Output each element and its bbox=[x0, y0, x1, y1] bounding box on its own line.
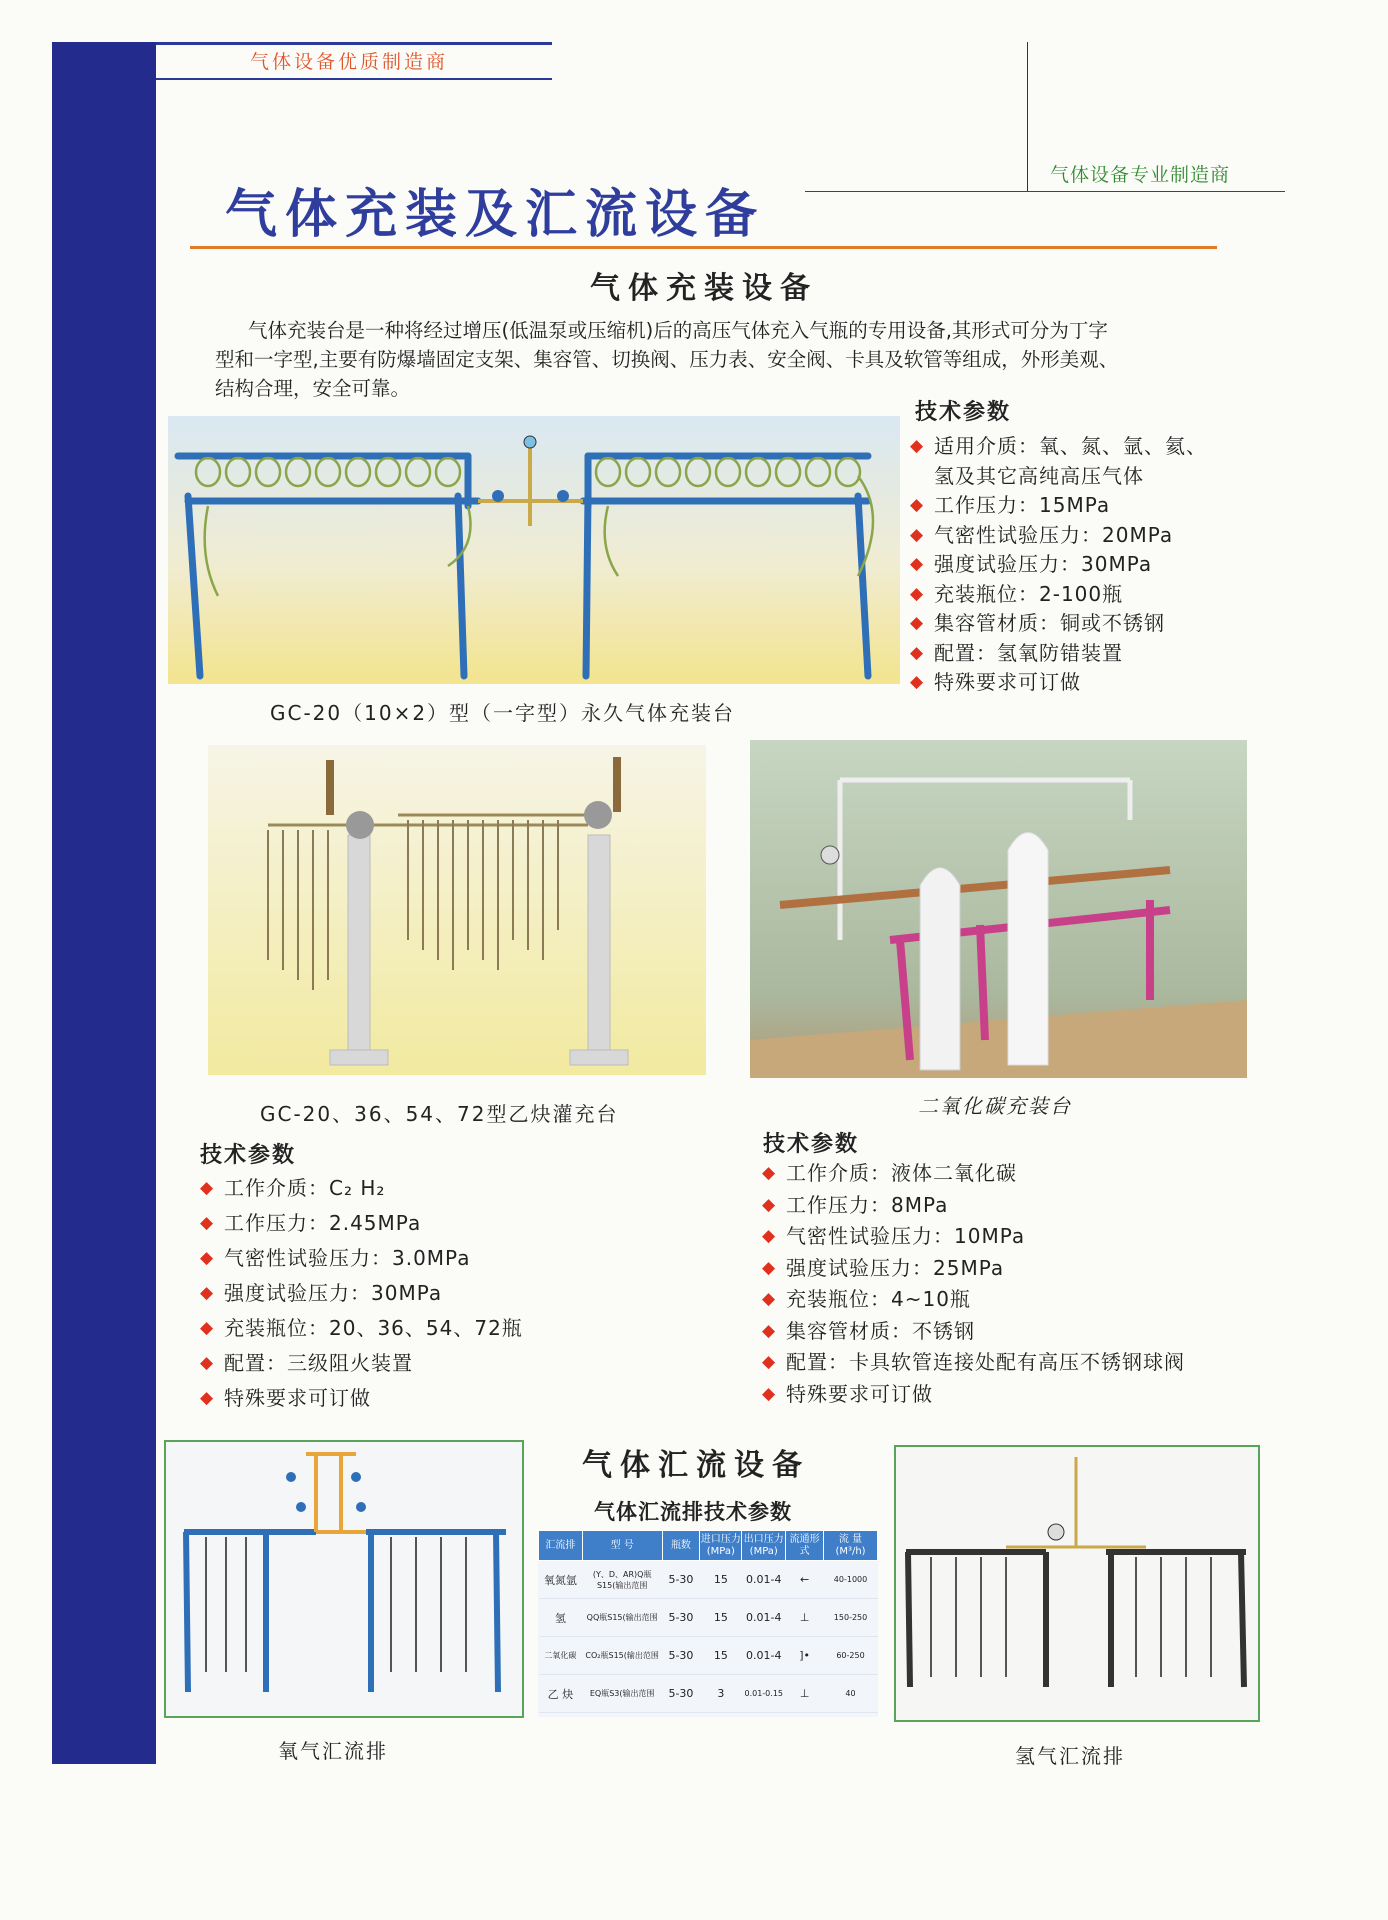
table-row bbox=[539, 1599, 878, 1637]
spec-item: ◆ 充装瓶位：2-100瓶 bbox=[910, 580, 1250, 610]
table-cell: 15 bbox=[700, 1637, 742, 1675]
spec-list-co2 bbox=[762, 1158, 1282, 1410]
column-header: 流 量(M³/h) bbox=[824, 1531, 878, 1561]
table-cell: 氢 bbox=[539, 1599, 583, 1637]
photo-oxygen-manifold bbox=[164, 1440, 524, 1718]
table-cell: CO₂瓶S15(输出范围 bbox=[582, 1637, 662, 1675]
table-cell: 40 bbox=[824, 1675, 878, 1713]
table-cell: 40-1000 bbox=[824, 1561, 878, 1599]
table-cell: 5-30 bbox=[662, 1561, 700, 1599]
column-header: 流通形式 bbox=[786, 1531, 824, 1561]
photo-acetylene-station bbox=[208, 745, 706, 1075]
manifold-spec-table bbox=[538, 1530, 878, 1717]
page-title: 气体充装及汇流设备 bbox=[225, 184, 766, 245]
top-tag-rule-top bbox=[156, 42, 552, 45]
table-cell: EQ瓶S3(输出范围 bbox=[582, 1675, 662, 1713]
table-header-row bbox=[539, 1531, 878, 1561]
table-cell: 15 bbox=[700, 1599, 742, 1637]
spec-item: ◆ 气密性试验压力：10MPa bbox=[762, 1221, 1282, 1253]
table-cell: 5-30 bbox=[662, 1599, 700, 1637]
table-cell: 60-250 bbox=[824, 1637, 878, 1675]
spec-item: ◆ 强度试验压力：30MPa bbox=[910, 550, 1250, 580]
photo-hydrogen-manifold bbox=[894, 1445, 1260, 1722]
column-header: 型 号 bbox=[582, 1531, 662, 1561]
flow-form-icon: ← bbox=[786, 1561, 824, 1599]
table-cell: 0.01-4 bbox=[742, 1599, 786, 1637]
table-cell: 乙 炔 bbox=[539, 1675, 583, 1713]
spec-item: ◆ 工作压力：2.45MPa bbox=[200, 1206, 620, 1241]
spec-heading-co2: 技术参数 bbox=[763, 1132, 860, 1157]
table-cell: 15 bbox=[700, 1561, 742, 1599]
spec-heading-filling: 技术参数 bbox=[915, 400, 1012, 425]
top-left-tagline: 气体设备优质制造商 bbox=[250, 51, 449, 73]
flow-form-icon: ⊥ bbox=[786, 1599, 824, 1637]
table-row bbox=[539, 1561, 878, 1599]
caption-co2: 二氧化碳充装台 bbox=[918, 1094, 1072, 1118]
right-horizontal-rule bbox=[805, 191, 1285, 192]
spec-list-acetylene bbox=[200, 1171, 620, 1416]
table-cell: 5-30 bbox=[662, 1637, 700, 1675]
column-header: 汇流排 bbox=[539, 1531, 583, 1561]
top-right-tagline: 气体设备专业制造商 bbox=[1050, 164, 1231, 186]
spec-item: ◆ 强度试验压力：30MPa bbox=[200, 1276, 620, 1311]
section-title-manifold: 气体汇流设备 bbox=[582, 1448, 810, 1483]
table-cell: 二氧化碳 bbox=[539, 1637, 583, 1675]
column-header: 进口压力(MPa) bbox=[700, 1531, 742, 1561]
photo-co2-station bbox=[750, 740, 1247, 1078]
table-row bbox=[539, 1637, 878, 1675]
spec-item: ◆ 特殊要求可订做 bbox=[762, 1379, 1282, 1411]
column-header: 出口压力(MPa) bbox=[742, 1531, 786, 1561]
spec-item: ◆ 特殊要求可订做 bbox=[910, 668, 1250, 698]
table-title: 气体汇流排技术参数 bbox=[594, 1500, 792, 1524]
spec-item: ◆ 气密性试验压力：3.0MPa bbox=[200, 1241, 620, 1276]
spec-item: ◆ 配置：卡具软管连接处配有高压不锈钢球阀 bbox=[762, 1347, 1282, 1379]
table-cell: 0.01-4 bbox=[742, 1561, 786, 1599]
spec-item: ◆ 工作介质：液体二氧化碳 bbox=[762, 1158, 1282, 1190]
title-underline bbox=[190, 246, 1217, 249]
table-cell: 0.01-0.15 bbox=[742, 1675, 786, 1713]
table-cell: 3 bbox=[700, 1675, 742, 1713]
top-tag-rule-bottom bbox=[156, 78, 552, 80]
intro-line-3: 结构合理，安全可靠。 bbox=[215, 377, 411, 400]
caption-oxygen-manifold: 氧气汇流排 bbox=[278, 1739, 388, 1763]
spec-item: ◆ 充装瓶位：4~10瓶 bbox=[762, 1284, 1282, 1316]
flow-form-icon: ⊥ bbox=[786, 1675, 824, 1713]
spec-item: ◆ 充装瓶位：20、36、54、72瓶 bbox=[200, 1311, 620, 1346]
spec-item: ◆ 气密性试验压力：20MPa bbox=[910, 521, 1250, 551]
caption-hydrogen-manifold: 氢气汇流排 bbox=[1015, 1744, 1125, 1768]
right-vertical-rule bbox=[1027, 42, 1028, 192]
table-cell: (Y、D、AR)Q瓶S15(输出范围 bbox=[582, 1561, 662, 1599]
spec-item: ◆ 集容管材质：不锈钢 bbox=[762, 1316, 1282, 1348]
table-cell: QQ瓶S15(输出范围 bbox=[582, 1599, 662, 1637]
filling-intro bbox=[215, 316, 1255, 403]
table-cell: 5-30 bbox=[662, 1675, 700, 1713]
section-title-filling: 气体充装设备 bbox=[590, 271, 818, 306]
spec-item: 氢及其它高纯高压气体 bbox=[934, 463, 1144, 488]
spec-item: ◆ 配置：氢氧防错装置 bbox=[910, 639, 1250, 669]
spec-item: ◆ 集容管材质：铜或不锈钢 bbox=[910, 609, 1250, 639]
spec-item: ◆ 工作压力：15MPa bbox=[910, 491, 1250, 521]
table bbox=[538, 1530, 878, 1713]
spec-list-filling bbox=[910, 432, 1250, 698]
spec-heading-acetylene: 技术参数 bbox=[200, 1143, 297, 1168]
left-sidebar-band bbox=[52, 42, 156, 1764]
spec-item: ◆ 工作介质：C₂ H₂ bbox=[200, 1171, 620, 1206]
spec-item: ◆ 适用介质：氧、氮、氩、氦、 bbox=[910, 432, 1250, 462]
spec-item: ◆ 强度试验压力：25MPa bbox=[762, 1253, 1282, 1285]
table-cell: 150-250 bbox=[824, 1599, 878, 1637]
photo-gc20-filling-station bbox=[168, 416, 900, 684]
table-row bbox=[539, 1675, 878, 1713]
table-cell: 0.01-4 bbox=[742, 1637, 786, 1675]
flow-form-icon: ]• bbox=[786, 1637, 824, 1675]
caption-gc20: GC-20（10×2）型（一字型）永久气体充装台 bbox=[270, 701, 736, 725]
intro-line-2: 型和一字型,主要有防爆墙固定支架、集容管、切换阀、压力表、安全阀、卡具及软管等组成，外形美观、 bbox=[215, 348, 1119, 371]
spec-item: ◆ 工作压力：8MPa bbox=[762, 1190, 1282, 1222]
spec-item: ◆ 特殊要求可订做 bbox=[200, 1381, 620, 1416]
intro-line-1: 气体充装台是一种将经过增压(低温泵或压缩机)后的高压气体充入气瓶的专用设备,其形式可分为丁字 bbox=[248, 319, 1108, 342]
table-cell: 氧氮氩 bbox=[539, 1561, 583, 1599]
caption-acetylene: GC-20、36、54、72型乙炔灌充台 bbox=[260, 1102, 619, 1126]
spec-item: ◆ 配置：三级阻火装置 bbox=[200, 1346, 620, 1381]
column-header: 瓶数 bbox=[662, 1531, 700, 1561]
